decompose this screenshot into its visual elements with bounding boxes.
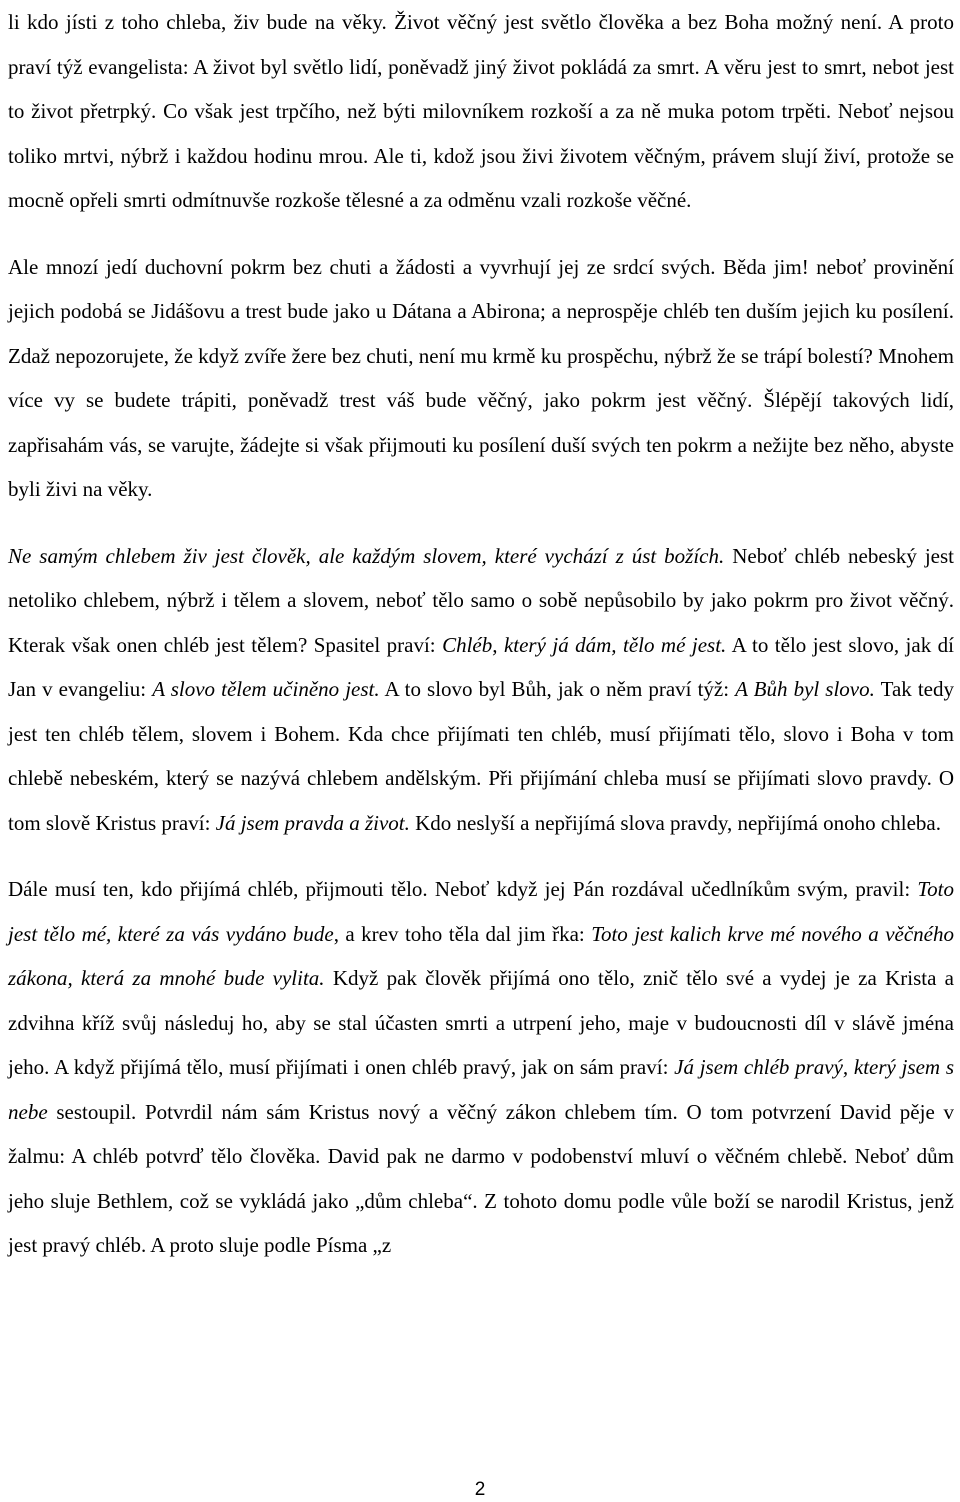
paragraph-3	[8, 534, 954, 846]
paragraph-text: A to tělo jest slovo, jak dí Jan v evangeliu:	[8, 632, 954, 701]
italic-quote: A slovo tělem učiněno jest.	[152, 677, 380, 701]
italic-quote: Ne samým chlebem živ jest člověk, ale každým slovem, které vychází z úst božích.	[8, 543, 725, 568]
paragraph-gap	[8, 223, 954, 245]
paragraph-text: A to slovo byl Bůh, jak o něm praví týž:	[379, 677, 736, 701]
italic-quote: Chléb, který já dám, tělo mé jest.	[442, 632, 727, 657]
italic-quote: Já jsem pravda a život.	[215, 810, 410, 835]
page-number: 2	[474, 1479, 486, 1500]
italic-quote: Já jsem chléb pravý, který jsem s nebe	[8, 1055, 954, 1124]
paragraph-text: Tak tedy jest ten chléb tělem, slovem i Bohem. Kda chce přijímati ten chléb, musí přijímati tělo, slovo i Boha v tom chlebě nebeském, který se nazývá chlebem andělským. Při přijímání chleba musí se přijímati slovo pravdy. O tom slově Kristus praví:	[8, 677, 954, 835]
paragraph-text: Dále musí ten, kdo přijímá chléb, přijmouti tělo. Neboť když jej Pán rozdával učedlníkům svým, pravil:	[8, 877, 918, 901]
paragraph-text: Když pak člověk přijímá ono tělo, znič tělo své a vydej je za Krista a zdvihna kříž svůj následuj ho, aby se stal účasten smrti a utrpení jeho, maje v budoucnosti díl v slávě jména jeho. A když přijímá tělo, musí přijímati i onen chléb pravý, jak on sám praví:	[8, 966, 954, 1079]
italic-quote: Toto jest kalich krve mé nového a věčného zákona, která za mnohé bude vylita.	[8, 921, 954, 990]
paragraph-2	[8, 245, 954, 512]
paragraph-4	[8, 867, 954, 1268]
italic-quote: A Bůh byl slovo.	[735, 677, 875, 701]
paragraph-text: Kdo neslyší a nepřijímá slova pravdy, nepřijímá onoho chleba.	[409, 810, 941, 835]
paragraph-text: Neboť chléb nebeský jest netoliko chlebem, nýbrž i tělem a slovem, neboť tělo samo o sobě nepůsobilo by jako pokrm pro život věčný. Kterak však onen chléb jest tělem? Spasitel praví:	[8, 543, 954, 657]
paragraph-1-text: li kdo jísti z toho chleba, živ bude na věky. Život věčný jest světlo člověka a bez Boha možný není. A proto praví týž evangelista: A život byl světlo lidí, poněvadž jiný život pokládá za smrt. A věru jest to smrt, nebot jest to život přetrpký. Co však jest trpčího, než býti milovníkem rozkoší a za ně muka potom trpěti. Neboť nejsou toliko mrtvi, nýbrž i každou hodinu mrou. Ale ti, kdož jsou živi životem věčným, právem slují živí, protože se mocně opřeli smrti odmítnuvše rozkoše tělesné a za odměnu vzali rozkoše věčné.	[8, 10, 954, 212]
italic-quote: Toto jest tělo mé, které za vás vydáno bude	[8, 877, 954, 946]
paragraph-gap	[8, 512, 954, 534]
paragraph-gap	[8, 845, 954, 867]
paragraph-text: sestoupil. Potvrdil nám sám Kristus nový a věčný zákon chlebem tím. O tom potvrzení David pěje v žalmu: A chléb potvrď tělo člověka. David pak ne darmo v podobenství mluví o věčném chlebě. Neboť dům jeho sluje Bethlem, což se vykládá jako „dům chleba“. Z tohoto domu podle vůle boží se narodil Kristus, jenž jest pravý chléb. A proto sluje podle Písma „z	[8, 1099, 954, 1257]
paragraph-text: , a krev toho těla dal jim řka:	[333, 921, 592, 946]
paragraph-2-text: Ale mnozí jedí duchovní pokrm bez chuti a žádosti a vyvrhují jej ze srdcí svých. Běda jim! neboť provinění jejich podobá se Jidášovu a trest bude jako u Dátana a Abirona; a neprospěje chléb ten duším jejich ku posílení. Zdaž nepozorujete, že když zvíře žere bez chuti, není mu krmě ku prospěchu, nýbrž že se trápí bolestí? Mnohem více vy se budete trápiti, poněvadž trest váš bude věčný, jako pokrm jest věčný. Šlépějí takových lidí, zapřisahám vás, se varujte, žádejte si však přijmouti ku posílení duší svých ten pokrm a nežijte bez něho, abyste byli živi na věky.	[8, 254, 954, 501]
paragraph-1	[8, 0, 954, 223]
body-text	[8, 0, 954, 1268]
